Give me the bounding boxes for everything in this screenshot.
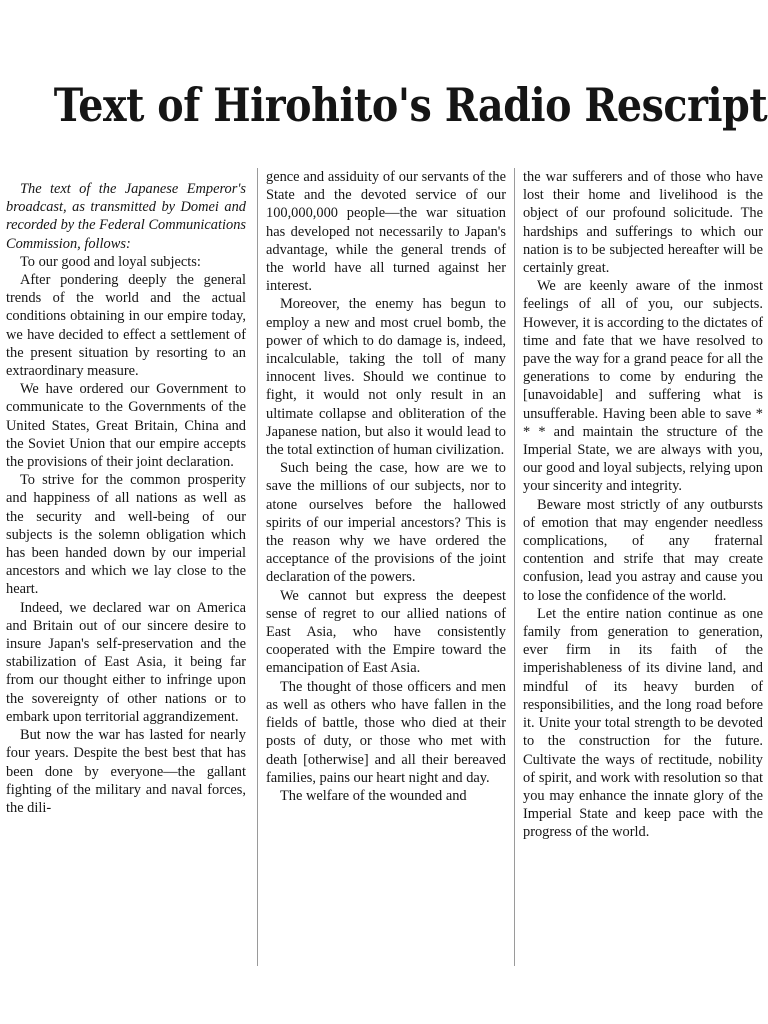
paragraph: gence and assiduity of our servants of the State and the devoted service of our 100,000,000 people—the war situation has developed not necessarily to Japan's advantage, while the general trends of the world have all turned against her interest. <box>266 169 506 295</box>
paragraph: The thought of those officers and men as well as others who have fallen in the fields of battle, those who died at their posts of duty, or those who met with death [otherwise] and all their bereaved families, pains our heart night and day. <box>266 678 506 786</box>
paragraph: Indeed, we declared war on America and Britain out of our sincere desire to insure Japan's self-preservation and the stabilization of East Asia, it being far from our thought either to infringe upon the sovereignty of other nations or to embark upon territorial aggrandizement. <box>6 599 246 725</box>
paragraph: But now the war has lasted for nearly four years. Despite the best best that has been done by everyone—the gallant fighting of the military and naval forces, the dili- <box>6 727 246 816</box>
paragraph: We cannot but express the deepest sense of regret to our allied nations of East Asia, who have consistently cooperated with the Empire toward the emancipation of East Asia. <box>266 587 506 677</box>
headline: Text of Hirohito's Radio Rescript <box>53 78 768 132</box>
paragraph: We are keenly aware of the inmost feelings of all of you, our subjects. However, it is according to the dictates of time and fate that we have resolved to pave the way for a grand peace for all the generations to come by enduring the [unavoidable] and suffering what is unsufferable. Having been able to save * * * and maintain the structure of the Imperial State, we are always with you, our good and loyal subjects, relying upon your sincerity and integrity. <box>523 278 763 495</box>
column-1 <box>6 180 246 817</box>
paragraph: Let the entire nation continue as one family from generation to generation, ever firm in its faith of the imperishableness of its divine land, and mindful of its heavy burden of responsibilities, and the long road before it. Unite your total strength to be devoted to the construction for the future. Cultivate the ways of rectitude, nobility of spirit, and work with resolution so that you may enhance the innate glory of the Imperial State and keep pace with the progress of the world. <box>523 605 763 841</box>
intro-note: The text of the Japanese Emperor's broadcast, as transmitted by Domei and recorded by the Federal Communications Commission, follows: <box>6 181 246 252</box>
paragraph: After pondering deeply the general trends of the world and the actual conditions obtaining in our empire today, we have decided to effect a settlement of the present situation by resorting to an extraordinary measure. <box>6 272 246 380</box>
column-divider <box>514 168 515 966</box>
column-3 <box>523 168 763 842</box>
paragraph: Moreover, the enemy has begun to employ a new and most cruel bomb, the power of which to do damage is, indeed, incalculable, taking the toll of many innocent lives. Should we continue to fight, it would not only result in an ultimate collapse and obliteration of the Japanese nation, but also it would lead to the total extinction of human civilization. <box>266 296 506 459</box>
paragraph: the war sufferers and of those who have lost their home and livelihood is the object of our profound solicitude. The hardships and sufferings to which our nation is to be subjected hereafter will be certainly great. <box>523 169 763 277</box>
column-2 <box>266 168 506 805</box>
paragraph: The welfare of the wounded and <box>280 787 467 804</box>
paragraph: Beware most strictly of any outbursts of emotion that may engender needless complications, of any fraternal contention and strife that may create confusion, lead you astray and cause you to lose the confidence of the world. <box>523 496 763 604</box>
paragraph: Such being the case, how are we to save the millions of our subjects, nor to atone ourselves before the hallowed spirits of our imperial ancestors? This is the reason why we have ordered the acceptance of the provisions of the joint declaration of the powers. <box>266 460 506 586</box>
paragraph: To strive for the common prosperity and happiness of all nations as well as the security and well-being of our subjects is the solemn obligation which has been handed down by our imperial ancestors and which we lay close to the heart. <box>6 472 246 598</box>
column-divider <box>257 168 258 966</box>
paragraph: To our good and loyal subjects: <box>20 253 201 270</box>
paragraph: We have ordered our Government to communicate to the Governments of the United States, Great Britain, China and the Soviet Union that our empire accepts the provisions of their joint declaration. <box>6 381 246 471</box>
